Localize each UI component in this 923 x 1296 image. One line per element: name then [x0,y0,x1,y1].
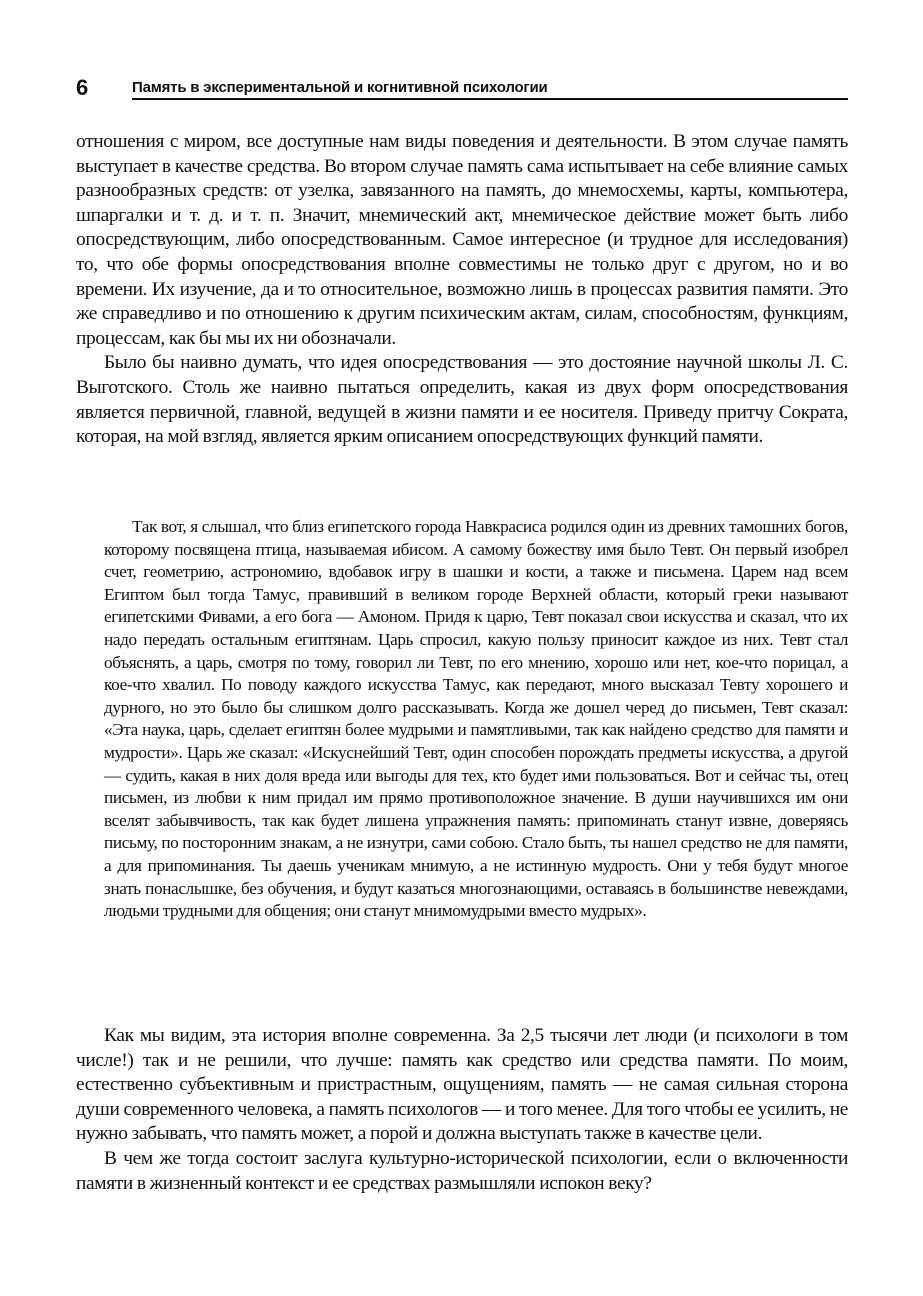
body-text-block-after-quote [76,1024,848,1196]
header-rule [132,98,848,100]
paragraph: В чем же тогда состоит заслуга культурно-исторической психологии, если о включенности памяти в жизненный контекст и ее средствах размышляли испокон веку? [76,1147,848,1194]
page-number: 6 [76,75,89,100]
paragraph: Как мы видим, эта история вполне современна. За 2,5 тысячи лет люди (и психологи в том числе!) так и не решили, что лучше: память как средство или средства памяти. По моим, естественно субъективным и пристрастным, ощущениям, память — не самая сильная сторона души современного человека, а память психологов — и того менее. Для того чтобы ее усилить, не нужно забывать, что память может, а порой и должна выступать также в качестве цели. [76,1025,849,1145]
quote-text: Так вот, я слышал, что близ египетского города Навкрасиса родился один из древних тамошних богов, которому посвящена птица, называемая ибисом. А самому божеству имя было Тевт. Он первый изобрел счет, геометрию, астрономию, вдобавок игру в шашки и кости, а также и письмена. Царем над всем Египтом был тогда Тамус, правивший в великом городе Верхней области, который греки называют египетскими Фивами, а его бога — Амоном. Придя к царю, Тевт показал свои искусства и сказал, что их надо передать остальным египтянам. Царь спросил, какую пользу приносит каждое из них. Тевт стал объяснять, а царь, смотря по тому, говорил ли Тевт, по его мнению, хорошо или нет, кое-что порицал, а кое-что хвалил. По поводу каждого искусства Тамус, как передают, много высказал Тевту хорошего и дурного, но это было бы слишком долго рассказывать. Когда же дошел черед до письмен, Тевт сказал: «Эта наука, царь, сделает египтян более мудрыми и памятливыми, так как найдено средство для памяти и мудрости». Царь же сказал: «Искуснейший Тевт, один способен порождать предметы искусства, а другой — судить, какая в них доля вреда или выгоды для тех, кто будет ими пользоваться. Вот и сейчас ты, отец письмен, из любви к ним придал им прямо противоположное значение. В души научившихся им они вселят забывчивость, так как будет лишена упражнения память: припоминать станут извне, доверяясь письму, по посторонним знакам, а не изнутри, сами собою. Стало быть, ты нашел средство не для памяти, а для припоминания. Ты даешь ученикам мнимую, а не истинную мудрость. Они у тебя будут многое знать понаслышке, без обучения, и будут казаться многознающими, оставаясь в большинстве невеждами, людьми трудными для общения; они станут мнимомудрыми вместо мудрых». [104,517,848,921]
paragraph: Было бы наивно думать, что идея опосредствования — это достояние научной школы Л. С. Выготского. Столь же наивно пытаться определить, какая из двух форм опосредствования является первичной, главной, ведущей в жизни памяти и ее носителя. Приведу притчу Сократа, которая, на мой взгляд, является ярким описанием опосредствующих функций памяти. [76,352,848,448]
block-quote [104,516,848,923]
body-text-block [76,130,848,450]
running-head [76,76,848,100]
running-head-title: Память в экспериментальной и когнитивной психологии [132,79,548,96]
paragraph-continuation: отношения с миром, все доступные нам виды поведения и деятельности. В этом случае память выступает в качестве средства. Во втором случае память сама испытывает на себе влияние самых разнообразных средств: от узелка, завязанного на память, до мнемосхемы, карты, компьютера, шпаргалки и т. д. и т. п. Значит, мнемический акт, мнемическое действие может быть либо опосредствующим, либо опосредствованным. Самое интересное (и трудное для исследования) то, что обе формы опосредствования вполне совместимы не только друг с другом, но и во времени. Их изучение, да и то относительное, возможно лишь в процессах развития памяти. Это же справедливо и по отношению к другим психическим актам, силам, способностям, функциям, процессам, как бы мы их ни обозначали. [76,131,848,349]
